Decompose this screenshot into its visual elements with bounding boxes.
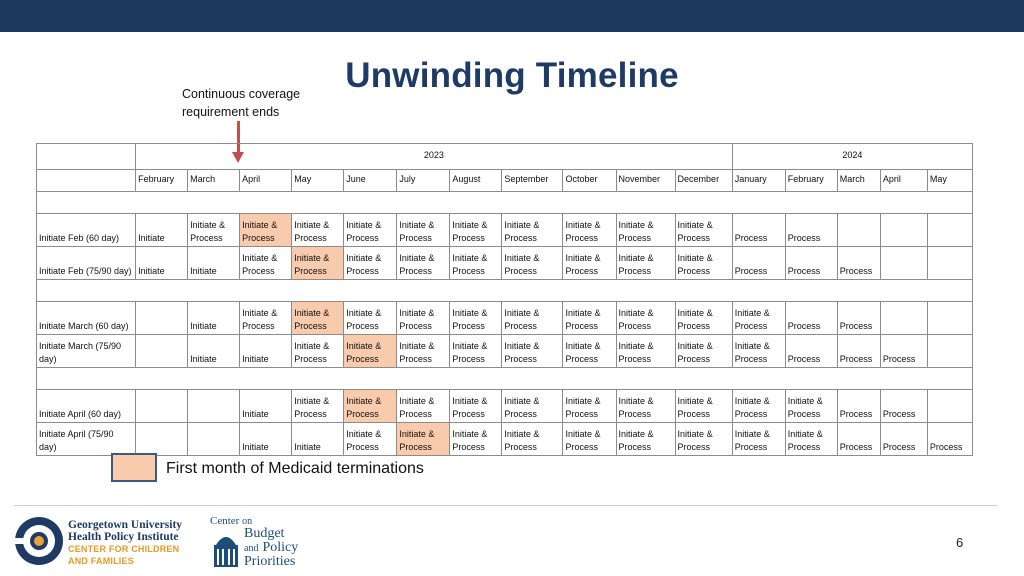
- table-row: [37, 214, 973, 247]
- timeline-cell: Initiate & Process: [344, 247, 397, 280]
- month-header-cell: June: [344, 170, 397, 192]
- timeline-cell: Initiate & Process: [732, 302, 785, 335]
- callout-line-2: requirement ends: [182, 105, 280, 119]
- timeline-cell: Initiate & Process: [450, 335, 502, 368]
- georgetown-line-1: Georgetown University: [68, 519, 183, 531]
- year-header-row: [37, 144, 973, 170]
- timeline-cell: Initiate & Process: [240, 214, 292, 247]
- row-label: Initiate Feb (75/90 day): [37, 247, 136, 280]
- timeline-cell: Initiate & Process: [450, 214, 502, 247]
- georgetown-line-4: AND FAMILIES: [68, 556, 134, 566]
- timeline-cell: Initiate & Process: [616, 335, 675, 368]
- cbpp-word-priorities: Priorities: [244, 554, 296, 569]
- timeline-cell: [136, 335, 188, 368]
- cbpp-wordmark: [244, 527, 298, 568]
- timeline-cell: [136, 423, 188, 456]
- spacer-row: [37, 368, 973, 390]
- timeline-cell: Initiate & Process: [502, 335, 563, 368]
- timeline-cell: Initiate & Process: [616, 302, 675, 335]
- table-row: [37, 423, 973, 456]
- timeline-cell: [837, 214, 880, 247]
- timeline-cell: Initiate & Process: [563, 214, 616, 247]
- timeline-cell: Initiate & Process: [732, 423, 785, 456]
- timeline-cell: Initiate & Process: [397, 302, 450, 335]
- slide-title: Unwinding Timeline: [345, 56, 679, 95]
- georgetown-emblem-icon: [14, 516, 64, 566]
- timeline-cell: Initiate & Process: [563, 390, 616, 423]
- timeline-cell: Initiate & Process: [397, 390, 450, 423]
- timeline-cell: Initiate & Process: [675, 390, 732, 423]
- timeline-cell: Initiate & Process: [616, 423, 675, 456]
- timeline-cell: Initiate & Process: [502, 390, 563, 423]
- row-label: Initiate Feb (60 day): [37, 214, 136, 247]
- row-label: Initiate March (75/90 day): [37, 335, 136, 368]
- timeline-cell: Initiate & Process: [292, 247, 344, 280]
- month-header-cell: February: [136, 170, 188, 192]
- timeline-cell: Process: [785, 335, 837, 368]
- timeline-cell: Initiate & Process: [292, 214, 344, 247]
- timeline-cell: Initiate & Process: [450, 390, 502, 423]
- timeline-cell: Initiate & Process: [502, 302, 563, 335]
- timeline-cell: Initiate: [292, 423, 344, 456]
- timeline-cell: Process: [880, 423, 927, 456]
- timeline-cell: Initiate & Process: [563, 302, 616, 335]
- timeline-cell: Initiate & Process: [344, 214, 397, 247]
- timeline-cell: Initiate: [240, 335, 292, 368]
- table-row: [37, 335, 973, 368]
- legend-swatch: [111, 453, 157, 482]
- timeline-cell: Process: [785, 247, 837, 280]
- timeline-cell: Initiate & Process: [344, 423, 397, 456]
- timeline-cell: [927, 335, 972, 368]
- timeline-cell: Initiate & Process: [240, 247, 292, 280]
- timeline-cell: Initiate & Process: [675, 214, 732, 247]
- timeline-cell: Initiate: [188, 302, 240, 335]
- timeline-cell: Initiate & Process: [616, 390, 675, 423]
- timeline-cell: Process: [785, 302, 837, 335]
- table-row: [37, 390, 973, 423]
- georgetown-logo: [14, 516, 184, 570]
- timeline-cell: [880, 214, 927, 247]
- timeline-cell: Initiate & Process: [292, 335, 344, 368]
- spacer-cell: [37, 368, 973, 390]
- month-header-cell: March: [188, 170, 240, 192]
- callout-text: [182, 85, 300, 121]
- timeline-cell: Initiate & Process: [732, 390, 785, 423]
- timeline-cell: Initiate & Process: [344, 302, 397, 335]
- spacer-cell: [37, 192, 973, 214]
- timeline-cell: Initiate & Process: [785, 423, 837, 456]
- capitol-icon: [212, 531, 240, 569]
- timeline-cell: [880, 247, 927, 280]
- footer-divider: [14, 505, 998, 506]
- timeline-cell: Process: [837, 335, 880, 368]
- georgetown-wordmark: [68, 519, 182, 567]
- month-header-cell: March: [837, 170, 880, 192]
- timeline-cell: Process: [880, 390, 927, 423]
- month-header-cell: September: [502, 170, 563, 192]
- timeline-cell: Initiate: [136, 247, 188, 280]
- spacer-row: [37, 280, 973, 302]
- table-row: [37, 302, 973, 335]
- timeline-cell: Initiate & Process: [502, 423, 563, 456]
- callout-line-1: Continuous coverage: [182, 87, 301, 101]
- year-2023-header: 2023: [136, 144, 733, 170]
- corner-cell: [37, 144, 136, 170]
- month-header-row: [37, 170, 973, 192]
- timeline-cell: Initiate & Process: [502, 247, 563, 280]
- month-header-cell: December: [675, 170, 732, 192]
- timeline-cell: Initiate & Process: [616, 247, 675, 280]
- month-header-cell: April: [240, 170, 292, 192]
- year-2024-header: 2024: [732, 144, 972, 170]
- timeline-cell: Initiate & Process: [450, 423, 502, 456]
- timeline-cell: Process: [732, 247, 785, 280]
- legend-label: First month of Medicaid terminations: [166, 460, 424, 477]
- timeline-cell: Initiate & Process: [397, 214, 450, 247]
- row-label: Initiate April (60 day): [37, 390, 136, 423]
- timeline-cell: Initiate: [240, 390, 292, 423]
- month-header-cell: April: [880, 170, 927, 192]
- month-header-cell: August: [450, 170, 502, 192]
- cbpp-word-on: on: [242, 516, 253, 527]
- timeline-cell: Initiate & Process: [675, 302, 732, 335]
- cbpp-word-budget: Budget: [244, 526, 285, 541]
- timeline-cell: Process: [785, 214, 837, 247]
- timeline-cell: Initiate & Process: [397, 423, 450, 456]
- timeline-cell: Initiate: [188, 247, 240, 280]
- timeline-cell: Initiate & Process: [397, 335, 450, 368]
- timeline-cell: Process: [837, 423, 880, 456]
- timeline-cell: [927, 390, 972, 423]
- timeline-cell: Initiate: [136, 214, 188, 247]
- timeline-cell: Initiate: [240, 423, 292, 456]
- month-header-cell: May: [927, 170, 972, 192]
- month-header-cell: July: [397, 170, 450, 192]
- month-header-cell: May: [292, 170, 344, 192]
- timeline-cell: Process: [732, 214, 785, 247]
- month-header-cell: January: [732, 170, 785, 192]
- row-label: Initiate April (75/90 day): [37, 423, 136, 456]
- timeline-cell: [136, 302, 188, 335]
- timeline-cell: Initiate & Process: [292, 302, 344, 335]
- timeline-cell: Process: [880, 335, 927, 368]
- cbpp-word-policy: Policy: [262, 540, 299, 555]
- month-corner-cell: [37, 170, 136, 192]
- timeline-cell: Initiate & Process: [675, 335, 732, 368]
- cbpp-logo: [210, 515, 310, 573]
- timeline-cell: Process: [837, 302, 880, 335]
- timeline-cell: Initiate & Process: [344, 390, 397, 423]
- timeline-cell: Process: [837, 390, 880, 423]
- timeline-cell: [927, 247, 972, 280]
- spacer-row: [37, 192, 973, 214]
- timeline-cell: Initiate & Process: [785, 390, 837, 423]
- timeline-cell: Initiate & Process: [563, 423, 616, 456]
- timeline-cell: Initiate & Process: [616, 214, 675, 247]
- month-header-cell: October: [563, 170, 616, 192]
- cbpp-word-center: Center: [210, 515, 240, 527]
- timeline-cell: Initiate & Process: [502, 214, 563, 247]
- row-label: Initiate March (60 day): [37, 302, 136, 335]
- table-row: [37, 247, 973, 280]
- cbpp-word-and: and: [244, 543, 259, 554]
- timeline-cell: Process: [837, 247, 880, 280]
- georgetown-line-2: Health Policy Institute: [68, 531, 179, 543]
- top-banner: [0, 0, 1024, 32]
- timeline-cell: Initiate & Process: [188, 214, 240, 247]
- timeline-cell: Initiate & Process: [563, 247, 616, 280]
- unwinding-timeline-table: [36, 143, 973, 456]
- timeline-cell: Initiate & Process: [240, 302, 292, 335]
- timeline-cell: Initiate: [188, 335, 240, 368]
- timeline-cell: Initiate & Process: [450, 302, 502, 335]
- timeline-cell: Initiate & Process: [292, 390, 344, 423]
- timeline-cell: Initiate & Process: [397, 247, 450, 280]
- timeline-cell: [188, 423, 240, 456]
- georgetown-line-3: CENTER FOR CHILDREN: [68, 544, 180, 554]
- timeline-cell: Process: [927, 423, 972, 456]
- timeline-cell: Initiate & Process: [344, 335, 397, 368]
- timeline-cell: Initiate & Process: [732, 335, 785, 368]
- timeline-cell: [880, 302, 927, 335]
- page-number: 6: [956, 535, 964, 550]
- timeline-cell: [188, 390, 240, 423]
- spacer-cell: [37, 280, 973, 302]
- timeline-cell: Initiate & Process: [450, 247, 502, 280]
- timeline-cell: [927, 214, 972, 247]
- timeline-cell: Initiate & Process: [675, 247, 732, 280]
- timeline-cell: Initiate & Process: [675, 423, 732, 456]
- month-header-cell: February: [785, 170, 837, 192]
- timeline-cell: [136, 390, 188, 423]
- month-header-cell: November: [616, 170, 675, 192]
- timeline-cell: Initiate & Process: [563, 335, 616, 368]
- timeline-cell: [927, 302, 972, 335]
